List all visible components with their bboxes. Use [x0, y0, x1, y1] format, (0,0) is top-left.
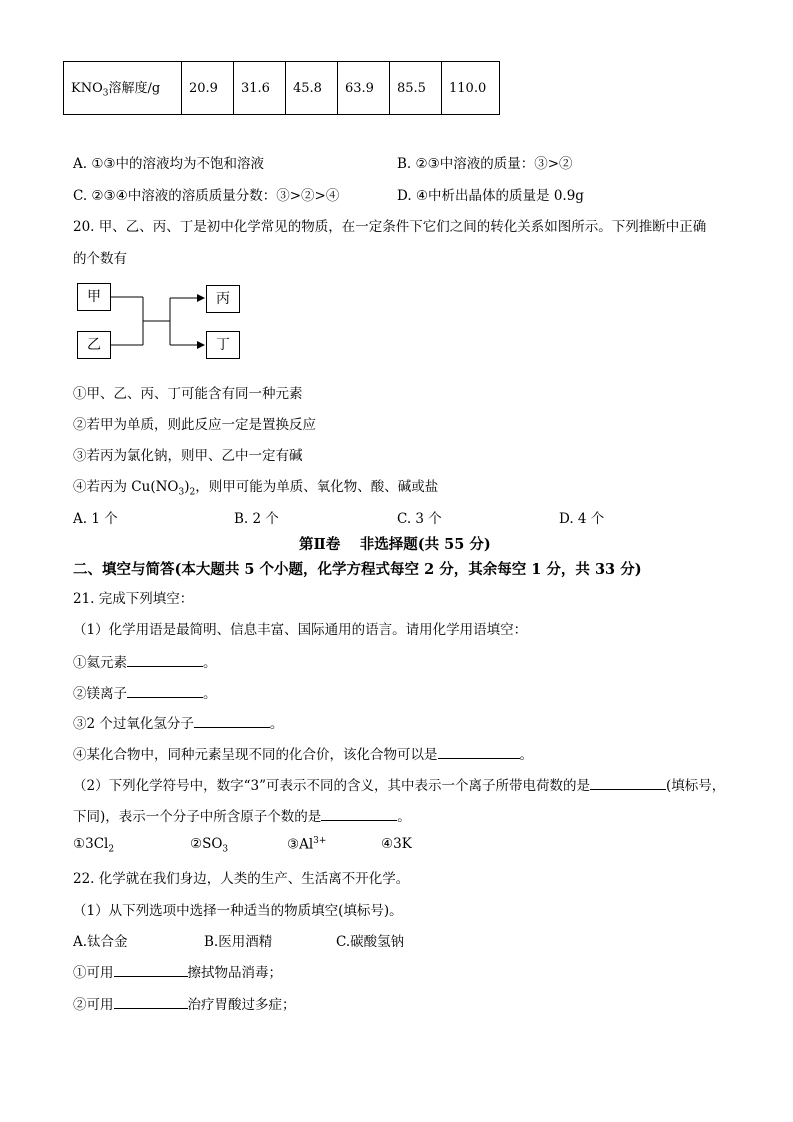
- table-cell: 20.9: [182, 62, 234, 115]
- item-text: ①氦元素: [73, 655, 127, 671]
- q21-stem: 21. 完成下列填空：: [73, 591, 194, 607]
- item-text: ②可用: [73, 997, 114, 1013]
- table-label-sub: 3: [102, 88, 109, 99]
- table-cell: 31.6: [234, 62, 286, 115]
- answer-blank[interactable]: [438, 744, 520, 759]
- answer-blank[interactable]: [590, 775, 666, 790]
- q20-option-c: C. 3 个: [397, 511, 442, 527]
- q20-option-d: D. 4 个: [559, 511, 605, 527]
- s4-text: ，则甲可能为单质、氧化物、酸、碱或盐: [195, 479, 439, 495]
- option-sub: 3: [222, 844, 229, 855]
- q22-stem: 22. 化学就在我们身边，人类的生产、生活离不开化学。: [73, 871, 410, 887]
- q21-part2-line2: [73, 805, 411, 825]
- q20-option-b: B. 2 个: [234, 511, 279, 527]
- item-text: ②镁离子: [73, 686, 127, 702]
- q19-option-c: C. ②③④中溶液的溶质质量分数：③>②>④: [73, 188, 340, 204]
- part2-text: 下同)，表示一个分子中所含原子个数的是: [73, 809, 322, 825]
- q21-part2-line1: [73, 774, 725, 794]
- diagram-box-bing: 丙: [206, 285, 240, 313]
- q21-option-4: ④3K: [381, 836, 412, 852]
- q20-option-a: A. 1 个: [73, 511, 118, 527]
- q19-option-a: A. ①③中的溶液均为不饱和溶液: [73, 156, 265, 172]
- diagram-arrows: [0, 0, 300, 380]
- s4-text: ④若丙为 Cu(NO: [73, 479, 179, 495]
- q22-item-1: [73, 961, 282, 981]
- s4-sub: 2: [189, 487, 196, 498]
- item-end: 。: [269, 716, 284, 732]
- q21-option-1: [73, 836, 114, 855]
- item-text: ④某化合物中，同种元素呈现不同的化合价，该化合物可以是: [73, 747, 438, 763]
- item-text: ③2 个过氧化氢分子: [73, 716, 194, 732]
- item-text: 治疗胃酸过多症；: [187, 997, 296, 1013]
- q22-item-2: [73, 993, 296, 1013]
- part2-text: （2）下列化学符号中，数字“3”可表示不同的含义，其中表示一个离子所带电荷数的是: [73, 778, 590, 794]
- q22-part1: （1）从下列选项中选择一种适当的物质填空(填标号)。: [73, 903, 403, 919]
- q20-statement-3: ③若丙为氯化钠，则甲、乙中一定有碱: [73, 448, 303, 464]
- option-sub: 2: [108, 844, 115, 855]
- item-end: 。: [397, 809, 411, 825]
- table-cell: 63.9: [338, 62, 390, 115]
- item-end: 。: [519, 747, 533, 763]
- option-sup: 3+: [313, 836, 327, 846]
- q20-statement-4: [73, 475, 438, 498]
- q21-option-3: [287, 836, 326, 853]
- q21-item-3: [73, 712, 283, 732]
- diagram-box-yi: 乙: [77, 331, 111, 359]
- item-text: 擦拭物品消毒；: [187, 965, 282, 981]
- option-text: ③Al: [287, 836, 314, 853]
- table-cell: 45.8: [286, 62, 338, 115]
- answer-blank[interactable]: [127, 652, 203, 667]
- q20-statement-2: ②若甲为单质，则此反应一定是置换反应: [73, 417, 316, 433]
- answer-blank[interactable]: [114, 994, 188, 1009]
- s4-sub: 3: [178, 487, 185, 498]
- item-text: ①可用: [73, 965, 114, 981]
- answer-blank[interactable]: [127, 683, 203, 698]
- table-label-unit: 溶解度/g: [108, 81, 161, 97]
- option-text: ②SO: [190, 836, 223, 852]
- table-label: KNO: [71, 81, 103, 97]
- answer-blank[interactable]: [194, 713, 270, 728]
- q19-option-d: D. ④中析出晶体的质量是 0.9g: [397, 188, 584, 204]
- answer-blank[interactable]: [321, 806, 397, 821]
- s4-paren: ): [184, 479, 190, 495]
- q20-stem-line1: 20. 甲、乙、丙、丁是初中化学常见的物质，在一定条件下它们之间的转化关系如图所示。下列推断中正确: [73, 219, 707, 235]
- item-end: 。: [203, 655, 217, 671]
- diagram-box-ding: 丁: [206, 331, 240, 359]
- q21-item-1: [73, 651, 217, 671]
- option-text: ①3Cl: [73, 836, 109, 852]
- q22-option-c: C.碳酸氢钠: [336, 934, 405, 950]
- q22-option-a: A.钛合金: [73, 934, 128, 950]
- q19-option-b: B. ②③中溶液的质量：③>②: [397, 156, 573, 172]
- diagram-box-jia: 甲: [77, 283, 111, 311]
- q21-option-2: [190, 836, 228, 855]
- q20-stem-line2: 的个数有: [73, 251, 127, 267]
- q20-statement-1: ①甲、乙、丙、丁可能含有同一种元素: [73, 386, 303, 402]
- item-end: 。: [203, 686, 217, 702]
- table-cell: 85.5: [390, 62, 442, 115]
- section-title: 第Ⅱ卷 非选择题(共 55 分): [299, 536, 491, 553]
- q21-item-4: [73, 743, 533, 763]
- q21-item-2: [73, 682, 217, 702]
- part2-text: (填标号，: [665, 778, 726, 794]
- q22-option-b: B.医用酒精: [204, 934, 273, 950]
- q21-part1: （1）化学用语是最简明、信息丰富、国际通用的语言。请用化学用语填空：: [73, 622, 528, 638]
- section-heading: 二、填空与简答(本大题共 5 个小题，化学方程式每空 2 分，其余每空 1 分，共 33 分): [73, 561, 642, 578]
- answer-blank[interactable]: [114, 962, 188, 977]
- table-cell: 110.0: [442, 62, 500, 115]
